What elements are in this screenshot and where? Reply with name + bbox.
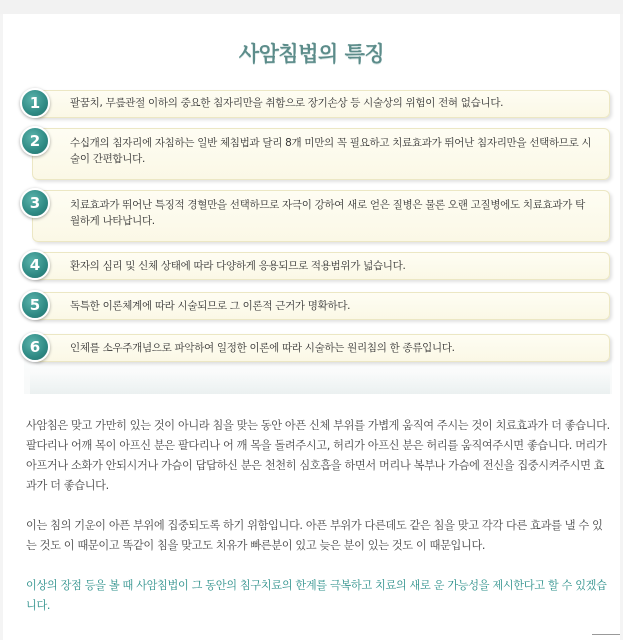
feature-item-6: [20, 332, 610, 362]
feature-text: 독특한 이론체계에 따라 시술되므로 그 이론적 근거가 명확하다.: [70, 300, 351, 312]
feature-item-3: [20, 188, 610, 242]
left-border: [0, 14, 3, 640]
feature-item-4: [20, 250, 610, 280]
features-panel-shadow: [30, 372, 610, 394]
feature-number-badge: 3: [20, 188, 50, 218]
page-title: 사암침법의 특징: [238, 42, 385, 66]
conclusion-paragraph: 이상의 장점 등을 볼 때 사암침법이 그 동안의 침구치료의 한계를 극복하고 치료의 새로 운 가능성을 제시한다고 할 수 있겠습니다.: [26, 579, 607, 612]
feature-number-badge: 6: [20, 332, 50, 362]
feature-text: 인체를 소우주개념으로 파악하여 일정한 이론에 따라 시술하는 원리침의 한 종류입니다.: [70, 342, 455, 354]
feature-text: 치료효과가 뛰어난 특징적 경혈만을 선택하므로 자극이 강하여 새로 얻은 질병은 물론 오랜 고질병에도 치료효과가 탁월하게 나타납니다.: [70, 199, 585, 227]
body-paragraph-1: 사암침은 맞고 가만히 있는 것이 아니라 침을 맞는 동안 아픈 신체 부위를 가볍게 움직여 주시는 것이 치료효과가 더 좋습니다. 팔다리나 어깨 목이 아프신 분은 팔다리나 어 깨 목을 돌려주시고, 허리가 아프신 분은 허리를 움직여주시면 좋습니다. 머리가 아프거나 소화가 안되시거나 가슴이 답답하신 분은 천천히 심호흡을 하면서 머리나 복부나 가슴에 전신을 집중시켜주시면 효과가 더 좋습니다.: [26, 419, 610, 492]
feature-number-badge: 5: [20, 290, 50, 320]
feature-item-5: [20, 290, 610, 320]
bottom-rule: [592, 634, 620, 635]
feature-text: 수십개의 침자리에 자침하는 일반 체침법과 달리 8개 미만의 꼭 필요하고 치료효과가 뛰어난 침자리만을 선택하므로 시술이 간편합니다.: [70, 137, 592, 165]
feature-number-badge: 2: [20, 126, 50, 156]
feature-text: 환자의 심리 및 신체 상태에 따라 다양하게 응용되므로 적용범위가 넓습니다.: [70, 260, 406, 272]
feature-item-2: [20, 126, 610, 180]
feature-text: 팔꿈치, 무릎관절 이하의 중요한 침자리만을 취함으로 장기손상 등 시술상의 위험이 전혀 없습니다.: [70, 97, 504, 109]
top-band: [0, 0, 623, 14]
body-paragraph-2: 이는 침의 기운이 아픈 부위에 집중되도록 하기 위함입니다. 아픈 부위가 다른데도 같은 침을 맞고 각각 다른 효과를 낼 수 있는 것도 이 때문이고 똑같이 침을 맞고도 치유가 빠른분이 있고 늦은 분이 있는 것도 이 때문입니다.: [26, 519, 603, 552]
feature-item-1: [20, 88, 610, 118]
feature-number-badge: 1: [20, 88, 50, 118]
feature-number-badge: 4: [20, 250, 50, 280]
